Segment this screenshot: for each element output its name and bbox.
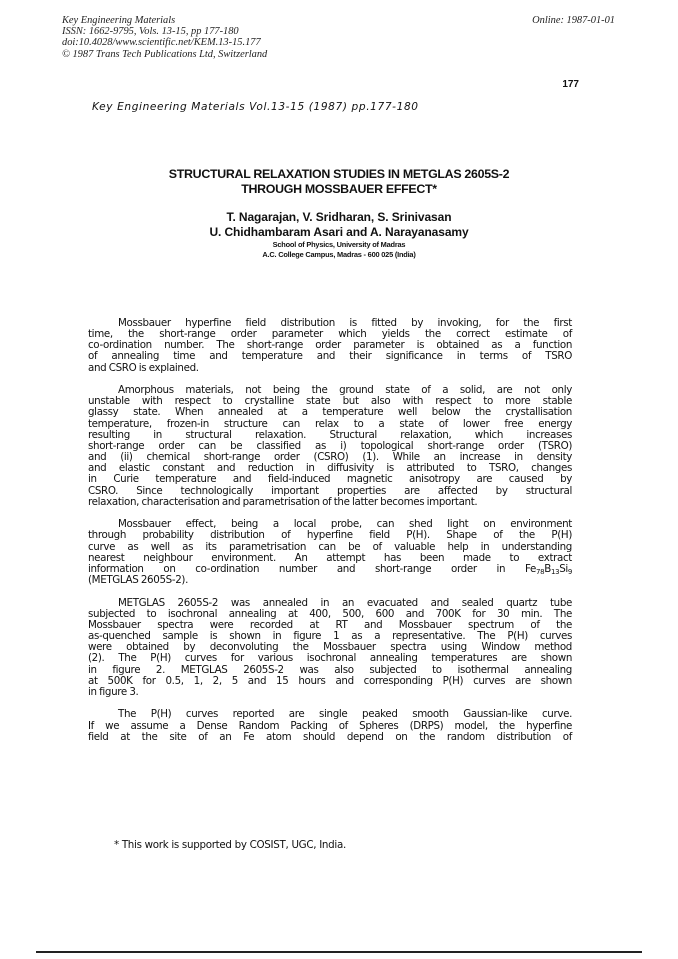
affiliation	[0, 240, 678, 260]
text-line: METGLAS 2605S-2 was annealed in an evacuated and sealed quartz tube	[118, 596, 572, 609]
affiliation-line: A.C. College Campus, Madras - 600 025 (India)	[262, 250, 416, 259]
paper-body	[88, 318, 572, 754]
text-line: (2). The P(H) curves for various isochronal annealing temperatures are shown	[88, 652, 572, 665]
footnote: * This work is supported by COSIST, UGC, India.	[114, 839, 346, 851]
text-line: in figure 2. METGLAS 2605S-2 was also subjected to isothermal annealing	[88, 663, 572, 676]
author-line: U. Chidhambaram Asari and A. Narayanasamy	[209, 224, 469, 239]
text-line: and (ii) chemical short-range order (CSRO) (1). While an increase in density	[88, 451, 572, 464]
body-paragraph	[88, 519, 572, 586]
text-line: relaxation, characterisation and parametrisation of the latter becomes important.	[88, 495, 478, 508]
text-line: curve as well as its parametrisation can be of valuable help in understanding	[88, 540, 572, 553]
title-line: STRUCTURAL RELAXATION STUDIES IN METGLAS 2605S-2	[168, 167, 510, 181]
affiliation-line: School of Physics, University of Madras	[272, 240, 406, 249]
formula-text: information on co-ordination number and short-range order in Fe	[88, 562, 537, 575]
text-line: If we assume a Dense Random Packing of Spheres (DRPS) model, the hyperfine	[88, 719, 572, 732]
abstract-paragraph	[88, 318, 572, 374]
journal-line: Key Engineering Materials Vol.13-15 (1987) pp.177-180	[92, 101, 419, 113]
text-line: CSRO. Since technologically important properties are affected by structural	[88, 484, 572, 497]
meta-journal: Key Engineering Materials	[62, 15, 176, 26]
text-line: and CSRO is explained.	[88, 361, 199, 374]
text-line: as-quenched sample is shown in figure 1 as a representative. The P(H) curves	[88, 630, 572, 643]
meta-doi: doi:10.4028/www.scientific.net/KEM.13-15.177	[62, 37, 261, 49]
text-line: (METGLAS 2605S-2).	[88, 574, 189, 587]
text-line: subjected to isochronal annealing at 400, 500, 600 and 700K for 30 min. The	[88, 607, 572, 620]
text-line: at 500K for 0.5, 1, 2, 5 and 15 hours and corresponding P(H) curves are shown	[88, 674, 572, 687]
page-number: 177	[562, 79, 579, 90]
text-line: through probability distribution of hyperfine field P(H). Shape of the P(H)	[88, 529, 572, 542]
b-subscript: 13	[550, 567, 560, 576]
title-line: THROUGH MOSSBAUER EFFECT*	[241, 181, 437, 196]
text-line: temperature, frozen-in structure can relax to a state of lower free energy	[88, 417, 572, 430]
body-paragraph	[88, 598, 572, 698]
body-paragraph	[88, 385, 572, 508]
text-line: Mossbauer spectra were recorded at RT and Mossbauer spectrum of the	[88, 618, 572, 631]
author-list	[0, 210, 678, 239]
fe-subscript: 78	[536, 567, 545, 576]
text-line: of annealing time and temperature and their significance in terms of TSRO	[88, 350, 572, 363]
text-line: resulting in structural relaxation. Structural relaxation, which increases	[88, 428, 572, 441]
text-line: were obtained by deconvoluting the Mossbauer spectra using Window method	[88, 641, 572, 654]
publication-metadata	[62, 15, 267, 60]
text-line: glassy state. When annealed at a temperature well below the crystallisation	[88, 406, 572, 419]
text-line: field at the site of an Fe atom should depend on the random distribution of	[88, 730, 572, 743]
si-subscript: 9	[567, 567, 572, 576]
text-line: Mossbauer hyperfine field distribution is fitted by invoking, for the first	[118, 317, 572, 329]
text-line: The P(H) curves reported are single peaked smooth Gaussian-like curve.	[118, 708, 572, 721]
text-line: in figure 3.	[88, 685, 139, 698]
meta-issn: ISSN: 1662-9795, Vols. 13-15, pp 177-180	[62, 26, 239, 38]
online-date: Online: 1987-01-01	[532, 15, 615, 26]
text-line: Amorphous materials, not being the ground state of a solid, are not only	[118, 384, 572, 397]
text-line: in Curie temperature and field-induced magnetic anisotropy are caused by	[88, 473, 572, 486]
bottom-rule	[36, 951, 642, 953]
text-line: Mossbauer effect, being a local probe, can shed light on environment	[118, 518, 572, 531]
text-line: and elastic constant and reduction in diffusivity is attributed to TSRO, changes	[88, 462, 572, 475]
boron-symbol: B	[544, 562, 551, 575]
text-line: nearest neighbour environment. An attempt has been made to extract	[88, 551, 572, 564]
text-line: time, the short-range order parameter which yields the correct estimate of	[88, 328, 572, 341]
text-line: co-ordination number. The short-range order parameter is obtained as a function	[88, 339, 572, 352]
text-line: unstable with respect to crystalline state but also with respect to more stable	[88, 395, 572, 408]
body-paragraph	[88, 709, 572, 742]
paper-title	[0, 167, 678, 196]
text-line: short-range order can be classified as i) topological short-range order (TSRO)	[88, 439, 572, 452]
silicon-symbol: Si	[559, 562, 568, 575]
author-line: T. Nagarajan, V. Sridharan, S. Srinivasan	[226, 210, 452, 224]
meta-copyright: © 1987 Trans Tech Publications Ltd, Switzerland	[62, 48, 268, 60]
